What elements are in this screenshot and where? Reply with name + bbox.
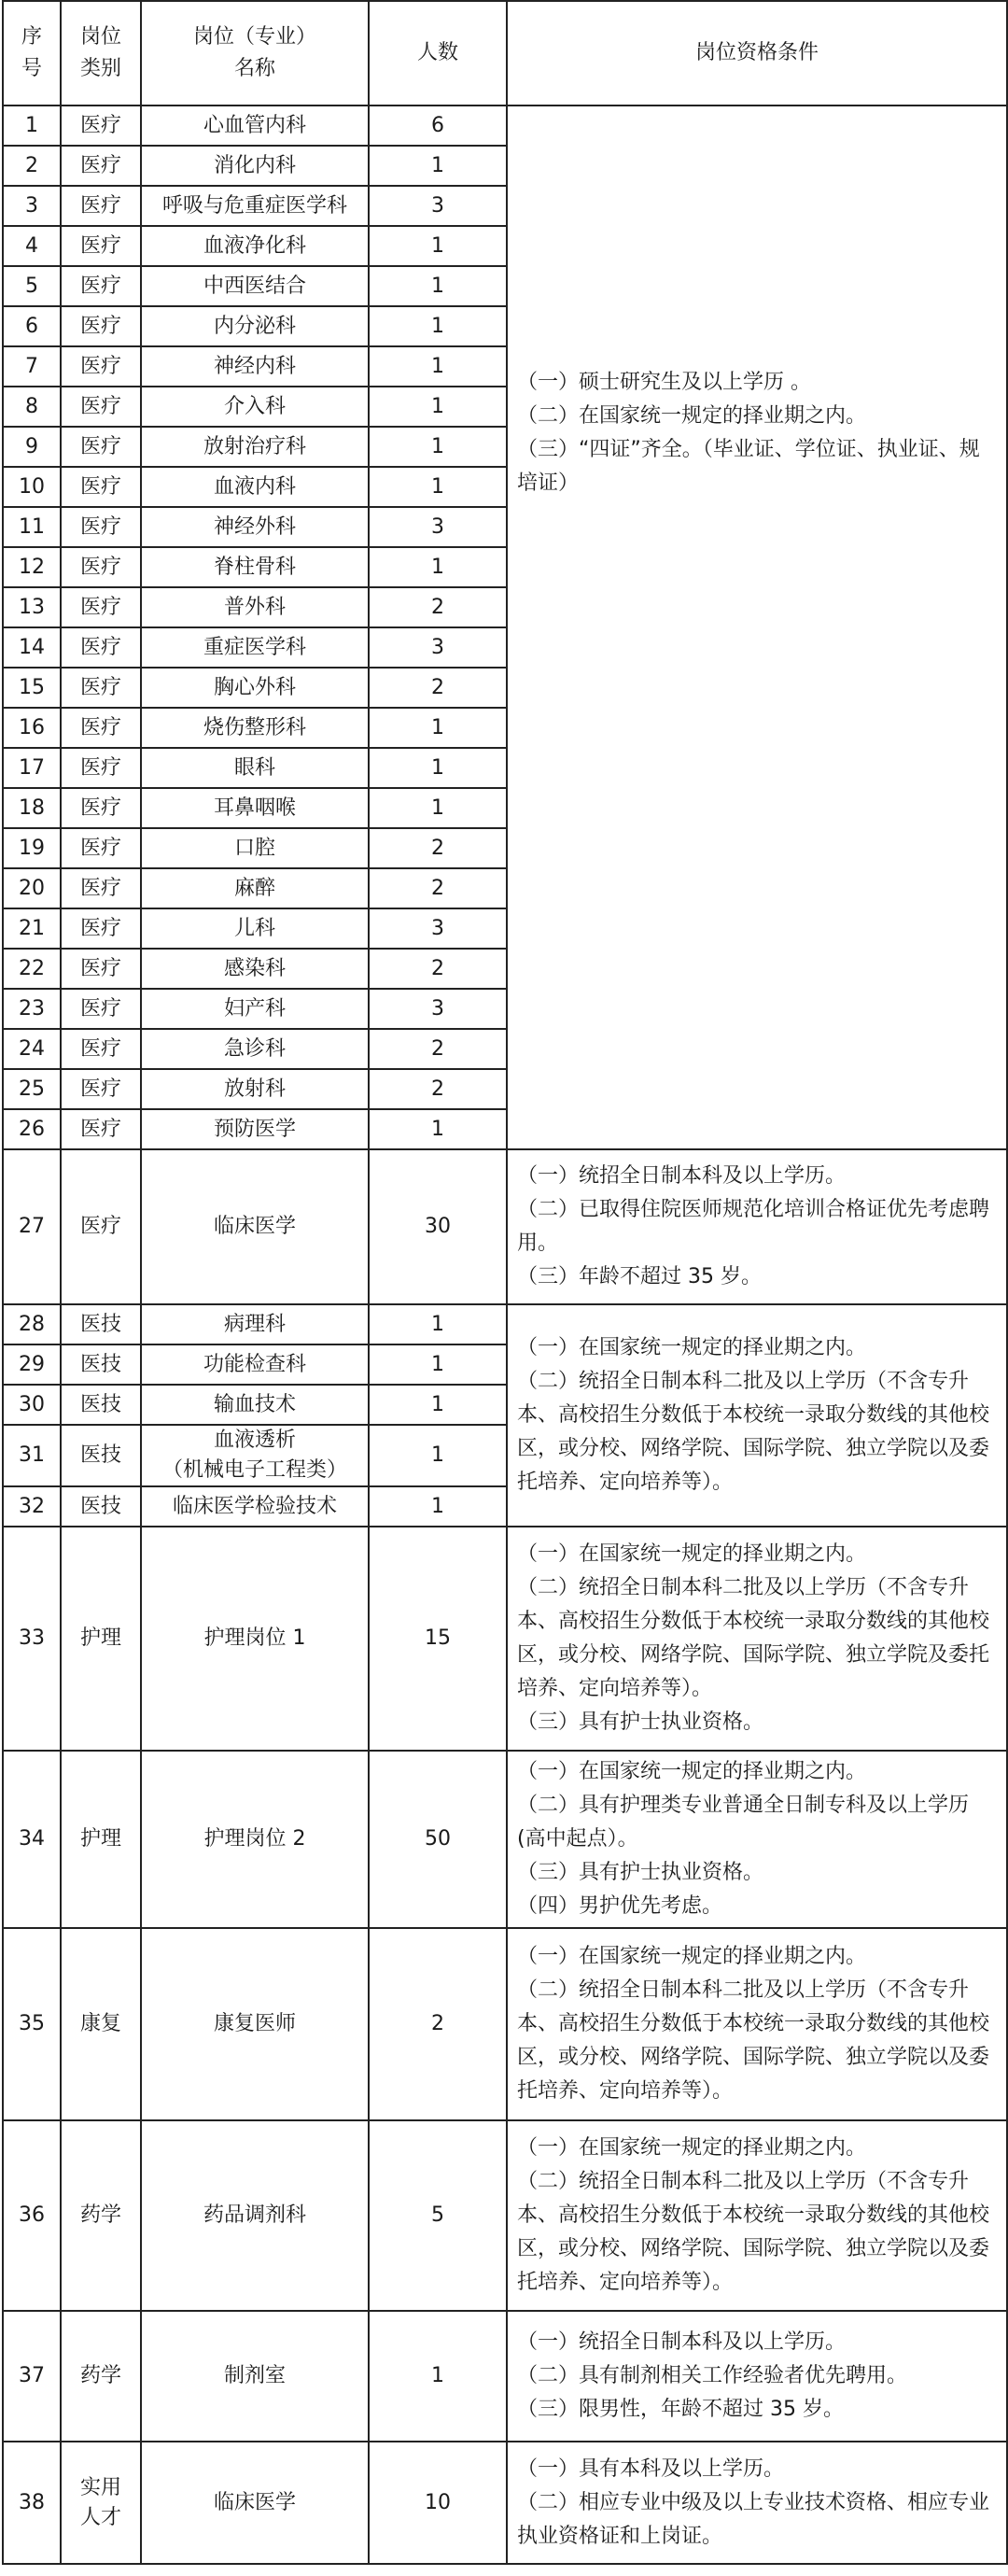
header-category: 岗位 类别 xyxy=(61,1,141,106)
row-count: 1 xyxy=(369,427,507,467)
row-category: 医疗 xyxy=(61,106,141,146)
row-count: 1 xyxy=(369,2311,507,2442)
row-seq: 21 xyxy=(3,908,61,949)
row-seq: 33 xyxy=(3,1527,61,1751)
row-position: 急诊科 xyxy=(141,1029,369,1069)
requirements-cell xyxy=(507,2442,1007,2564)
row-category: 医疗 xyxy=(61,467,141,507)
row-seq: 3 xyxy=(3,186,61,226)
row-category: 实用 人才 xyxy=(61,2442,141,2564)
table-row xyxy=(3,1527,1007,1751)
row-seq: 11 xyxy=(3,507,61,547)
row-count: 1 xyxy=(369,226,507,266)
row-seq: 5 xyxy=(3,266,61,306)
row-count: 1 xyxy=(369,1304,507,1344)
row-seq: 26 xyxy=(3,1109,61,1149)
row-count: 6 xyxy=(369,106,507,146)
row-category: 医疗 xyxy=(61,507,141,547)
row-seq: 28 xyxy=(3,1304,61,1344)
row-category: 医疗 xyxy=(61,427,141,467)
row-position: 血液内科 xyxy=(141,467,369,507)
row-category: 医疗 xyxy=(61,226,141,266)
row-position: 临床医学 xyxy=(141,1149,369,1304)
row-position: 消化内科 xyxy=(141,146,369,186)
row-count: 1 xyxy=(369,387,507,427)
row-position: 制剂室 xyxy=(141,2311,369,2442)
row-seq: 20 xyxy=(3,868,61,908)
requirements-cell xyxy=(507,2311,1007,2442)
row-position: 普外科 xyxy=(141,587,369,627)
row-count: 1 xyxy=(369,748,507,788)
row-category: 医技 xyxy=(61,1486,141,1527)
row-category: 医疗 xyxy=(61,708,141,748)
row-category: 医疗 xyxy=(61,627,141,668)
row-category: 医疗 xyxy=(61,1149,141,1304)
row-position: 血液净化科 xyxy=(141,226,369,266)
table-row xyxy=(3,2120,1007,2311)
row-seq: 30 xyxy=(3,1385,61,1425)
row-seq: 31 xyxy=(3,1425,61,1486)
requirement-line: （一）在国家统一规定的择业期之内。 xyxy=(517,1945,867,1968)
row-position: 病理科 xyxy=(141,1304,369,1344)
row-category: 医疗 xyxy=(61,306,141,346)
row-seq: 12 xyxy=(3,547,61,587)
row-count: 1 xyxy=(369,266,507,306)
row-position: 预防医学 xyxy=(141,1109,369,1149)
row-position: 临床医学 xyxy=(141,2442,369,2564)
requirement-line: （一）硕士研究生及以上学历 。 xyxy=(517,371,811,394)
row-position: 烧伤整形科 xyxy=(141,708,369,748)
row-seq: 13 xyxy=(3,587,61,627)
requirement-line: （一）在国家统一规定的择业期之内。 xyxy=(517,1542,867,1566)
requirement-line: （三）具有护士执业资格。 xyxy=(517,1861,764,1884)
row-category: 医疗 xyxy=(61,146,141,186)
row-category: 医疗 xyxy=(61,1109,141,1149)
requirements-cell xyxy=(507,1928,1007,2120)
row-position: 麻醉 xyxy=(141,868,369,908)
row-count: 2 xyxy=(369,1069,507,1109)
requirement-line: （一）在国家统一规定的择业期之内。 xyxy=(517,1760,867,1783)
row-position: 内分泌科 xyxy=(141,306,369,346)
row-position: 神经内科 xyxy=(141,346,369,387)
table-row xyxy=(3,1751,1007,1928)
row-category: 医疗 xyxy=(61,186,141,226)
row-count: 3 xyxy=(369,908,507,949)
row-seq: 16 xyxy=(3,708,61,748)
table-row xyxy=(3,1149,1007,1304)
requirement-line: （四）男护优先考虑。 xyxy=(517,1894,723,1918)
table-row xyxy=(3,1304,1007,1344)
row-category: 医疗 xyxy=(61,547,141,587)
row-seq: 18 xyxy=(3,788,61,828)
header-position: 岗位（专业） 名称 xyxy=(141,1,369,106)
row-category: 医疗 xyxy=(61,748,141,788)
requirement-line: （二）相应专业中级及以上专业技术资格、相应专业执业资格证和上岗证。 xyxy=(517,2490,990,2548)
row-count: 1 xyxy=(369,547,507,587)
row-count: 3 xyxy=(369,507,507,547)
row-seq: 25 xyxy=(3,1069,61,1109)
row-position: 呼吸与危重症医学科 xyxy=(141,186,369,226)
row-seq: 10 xyxy=(3,467,61,507)
row-position: 介入科 xyxy=(141,387,369,427)
row-category: 医疗 xyxy=(61,949,141,989)
row-count: 10 xyxy=(369,2442,507,2564)
row-category: 医疗 xyxy=(61,1029,141,1069)
row-category: 护理 xyxy=(61,1527,141,1751)
requirement-line: （二）统招全日制本科二批及以上学历（不含专升本、高校招生分数低于本校统一录取分数线的其他校区，或分校、网络学院、国际学院、独立学院以及委托培养、定向培养等）。 xyxy=(517,1370,990,1494)
row-category: 医疗 xyxy=(61,668,141,708)
row-seq: 32 xyxy=(3,1486,61,1527)
row-category: 药学 xyxy=(61,2120,141,2311)
row-count: 2 xyxy=(369,1029,507,1069)
row-position: 放射科 xyxy=(141,1069,369,1109)
requirements-cell xyxy=(507,106,1007,1149)
row-position: 护理岗位 2 xyxy=(141,1751,369,1928)
row-category: 医疗 xyxy=(61,587,141,627)
row-seq: 34 xyxy=(3,1751,61,1928)
row-seq: 8 xyxy=(3,387,61,427)
row-category: 医疗 xyxy=(61,1069,141,1109)
requirements-cell xyxy=(507,1304,1007,1527)
requirement-line: （一）在国家统一规定的择业期之内。 xyxy=(517,2136,867,2160)
row-count: 2 xyxy=(369,868,507,908)
row-seq: 1 xyxy=(3,106,61,146)
row-count: 1 xyxy=(369,306,507,346)
row-position: 功能检查科 xyxy=(141,1344,369,1385)
row-seq: 6 xyxy=(3,306,61,346)
row-count: 30 xyxy=(369,1149,507,1304)
row-position: 中西医结合 xyxy=(141,266,369,306)
row-category: 医疗 xyxy=(61,387,141,427)
row-seq: 17 xyxy=(3,748,61,788)
row-position: 妇产科 xyxy=(141,989,369,1029)
row-category: 医疗 xyxy=(61,346,141,387)
row-seq: 23 xyxy=(3,989,61,1029)
requirement-line: （二）已取得住院医师规范化培训合格证优先考虑聘用。 xyxy=(517,1198,990,1255)
row-count: 1 xyxy=(369,1385,507,1425)
row-seq: 38 xyxy=(3,2442,61,2564)
requirements-cell xyxy=(507,1527,1007,1751)
row-position: 儿科 xyxy=(141,908,369,949)
row-category: 医疗 xyxy=(61,266,141,306)
table-row xyxy=(3,1928,1007,2120)
requirement-line: （一）统招全日制本科及以上学历。 xyxy=(517,2330,847,2354)
row-category: 护理 xyxy=(61,1751,141,1928)
row-seq: 2 xyxy=(3,146,61,186)
row-position: 感染科 xyxy=(141,949,369,989)
row-count: 3 xyxy=(369,627,507,668)
row-category: 医技 xyxy=(61,1385,141,1425)
requirement-line: （一）统招全日制本科及以上学历。 xyxy=(517,1164,847,1188)
row-category: 康复 xyxy=(61,1928,141,2120)
row-seq: 7 xyxy=(3,346,61,387)
row-category: 医技 xyxy=(61,1344,141,1385)
row-seq: 15 xyxy=(3,668,61,708)
table-body xyxy=(3,106,1007,2564)
requirement-line: （三）年龄不超过 35 岁。 xyxy=(517,1265,762,1288)
row-category: 医疗 xyxy=(61,908,141,949)
row-category: 医疗 xyxy=(61,868,141,908)
row-position: 护理岗位 1 xyxy=(141,1527,369,1751)
row-position: 脊柱骨科 xyxy=(141,547,369,587)
row-count: 1 xyxy=(369,1109,507,1149)
header-count: 人数 xyxy=(369,1,507,106)
row-position: 药品调剂科 xyxy=(141,2120,369,2311)
header-requirements: 岗位资格条件 xyxy=(507,1,1007,106)
requirements-cell xyxy=(507,1149,1007,1304)
row-count: 3 xyxy=(369,186,507,226)
row-position: 口腔 xyxy=(141,828,369,868)
row-position: 输血技术 xyxy=(141,1385,369,1425)
table-header-row xyxy=(3,1,1007,106)
row-count: 1 xyxy=(369,1344,507,1385)
row-seq: 9 xyxy=(3,427,61,467)
row-position: 神经外科 xyxy=(141,507,369,547)
requirement-line: （一）在国家统一规定的择业期之内。 xyxy=(517,1336,867,1359)
table-row xyxy=(3,2442,1007,2564)
row-count: 1 xyxy=(369,1425,507,1486)
row-position: 放射治疗科 xyxy=(141,427,369,467)
table-row xyxy=(3,106,1007,146)
row-category: 药学 xyxy=(61,2311,141,2442)
row-count: 2 xyxy=(369,828,507,868)
table-row xyxy=(3,2311,1007,2442)
row-position: 康复医师 xyxy=(141,1928,369,2120)
row-seq: 36 xyxy=(3,2120,61,2311)
row-count: 1 xyxy=(369,467,507,507)
requirement-line: （二）统招全日制本科二批及以上学历（不含专升本、高校招生分数低于本校统一录取分数线的其他校区，或分校、网络学院、国际学院、独立学院及委托培养、定向培养等）。 xyxy=(517,1576,990,1700)
row-seq: 4 xyxy=(3,226,61,266)
row-count: 3 xyxy=(369,989,507,1029)
requirement-line: （一）具有本科及以上学历。 xyxy=(517,2456,785,2481)
row-count: 2 xyxy=(369,668,507,708)
row-count: 1 xyxy=(369,346,507,387)
row-seq: 29 xyxy=(3,1344,61,1385)
row-position: 血液透析 （机械电子工程类） xyxy=(141,1425,369,1486)
requirement-line: （二）统招全日制本科二批及以上学历（不含专升本、高校招生分数低于本校统一录取分数线的其他校区，或分校、网络学院、国际学院、独立学院以及委托培养、定向培养等）。 xyxy=(517,2170,990,2294)
requirement-line: （三）“四证”齐全。（毕业证、学位证、执业证、规培证） xyxy=(517,438,980,495)
row-count: 5 xyxy=(369,2120,507,2311)
row-position: 耳鼻咽喉 xyxy=(141,788,369,828)
row-count: 50 xyxy=(369,1751,507,1928)
row-category: 医疗 xyxy=(61,828,141,868)
row-count: 1 xyxy=(369,788,507,828)
header-seq: 序 号 xyxy=(3,1,61,106)
requirements-cell xyxy=(507,2120,1007,2311)
requirement-line: （三）限男性，年龄不超过 35 岁。 xyxy=(517,2398,844,2421)
recruitment-table xyxy=(2,0,1008,2565)
row-category: 医技 xyxy=(61,1304,141,1344)
row-count: 1 xyxy=(369,1486,507,1527)
row-position: 重症医学科 xyxy=(141,627,369,668)
row-seq: 24 xyxy=(3,1029,61,1069)
row-count: 1 xyxy=(369,708,507,748)
row-seq: 19 xyxy=(3,828,61,868)
requirement-line: （二）统招全日制本科二批及以上学历（不含专升本、高校招生分数低于本校统一录取分数线的其他校区，或分校、网络学院、国际学院、独立学院以及委托培养、定向培养等）。 xyxy=(517,1978,990,2103)
row-category: 医疗 xyxy=(61,989,141,1029)
requirements-cell xyxy=(507,1751,1007,1928)
requirement-line: （二）具有护理类专业普通全日制专科及以上学历(高中起点）。 xyxy=(517,1794,970,1851)
row-seq: 14 xyxy=(3,627,61,668)
row-seq: 27 xyxy=(3,1149,61,1304)
row-category: 医疗 xyxy=(61,788,141,828)
row-count: 2 xyxy=(369,949,507,989)
row-count: 1 xyxy=(369,146,507,186)
row-count: 15 xyxy=(369,1527,507,1751)
row-category: 医技 xyxy=(61,1425,141,1486)
requirement-line: （三）具有护士执业资格。 xyxy=(517,1710,764,1734)
requirement-line: （二）具有制剂相关工作经验者优先聘用。 xyxy=(517,2364,908,2387)
requirement-line: （二）在国家统一规定的择业期之内。 xyxy=(517,404,867,428)
row-position: 心血管内科 xyxy=(141,106,369,146)
row-position: 眼科 xyxy=(141,748,369,788)
row-position: 临床医学检验技术 xyxy=(141,1486,369,1527)
row-count: 2 xyxy=(369,587,507,627)
row-position: 胸心外科 xyxy=(141,668,369,708)
row-seq: 22 xyxy=(3,949,61,989)
row-seq: 35 xyxy=(3,1928,61,2120)
row-seq: 37 xyxy=(3,2311,61,2442)
row-count: 2 xyxy=(369,1928,507,2120)
